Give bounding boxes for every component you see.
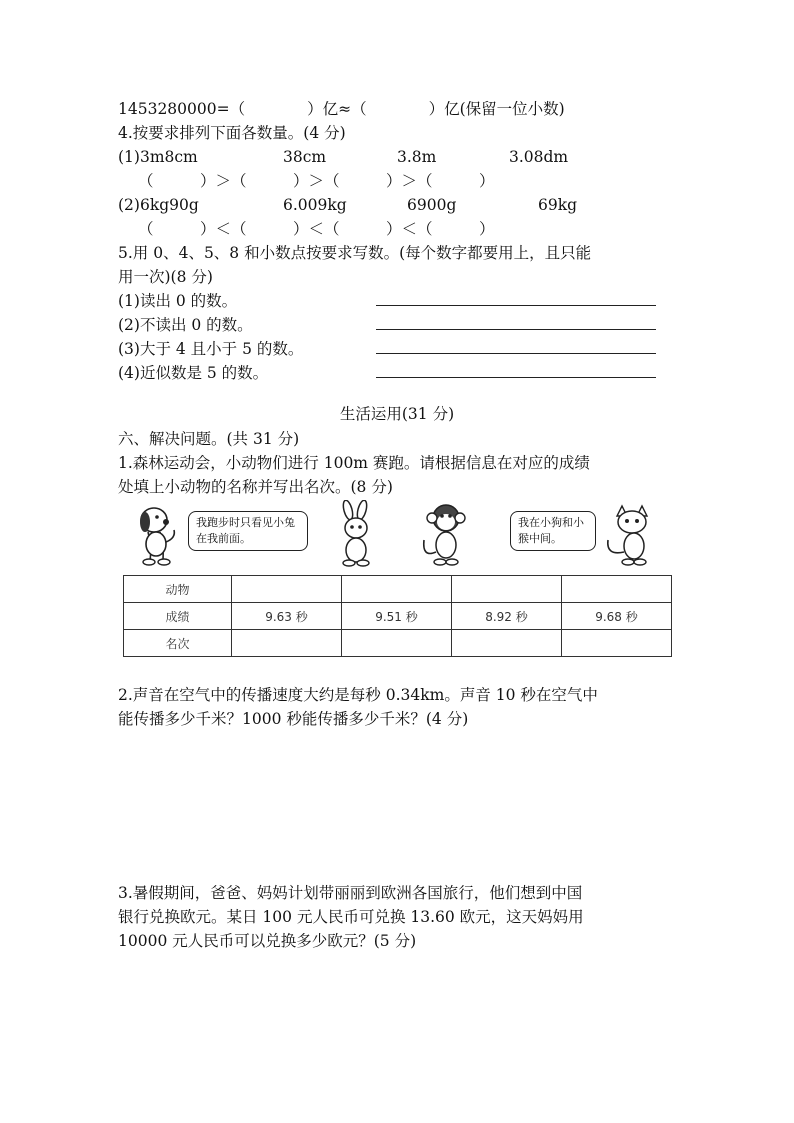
question-5-title-cont: 用一次)(8 分) <box>118 268 213 286</box>
animal-cell[interactable] <box>232 576 342 603</box>
q4-2-answer-order[interactable]: （ ）＜（ ）＜（ ）＜（ ） <box>138 220 495 238</box>
q4-1-item-b: 38cm <box>283 148 327 166</box>
q5-4-answer-line[interactable] <box>376 377 656 378</box>
q4-1-item-c: 3.8m <box>397 148 437 166</box>
part-6-heading: 六、解决问题。(共 31 分) <box>118 430 300 448</box>
q4-2-item-b: 6.009kg <box>283 196 347 214</box>
q4-1-item-a: (1)3m8cm <box>118 148 198 166</box>
q4-2-item-c: 6900g <box>407 196 457 214</box>
score-cell: 9.51 秒 <box>342 603 452 630</box>
cat-speech-bubble: 我在小狗和小猴中间。 <box>510 511 596 551</box>
table-row <box>124 603 672 630</box>
rank-cell[interactable] <box>452 630 562 657</box>
rank-cell[interactable] <box>232 630 342 657</box>
race-results-table <box>123 575 672 657</box>
q4-2-item-d: 69kg <box>538 196 578 214</box>
animal-cell[interactable] <box>452 576 562 603</box>
rabbit-icon <box>334 500 378 568</box>
problem-1-text-cont: 处填上小动物的名称并写出名次。(8 分) <box>118 478 393 496</box>
score-cell: 8.92 秒 <box>452 603 562 630</box>
q5-3-label: (3)大于 4 且小于 5 的数。 <box>118 340 304 358</box>
q4-1-item-d: 3.08dm <box>509 148 569 166</box>
q5-2-label: (2)不读出 0 的数。 <box>118 316 253 334</box>
dog-icon <box>130 502 182 568</box>
row-label-animal: 动物 <box>124 576 232 603</box>
row-label-rank: 名次 <box>124 630 232 657</box>
table-row <box>124 630 672 657</box>
cat-icon <box>600 500 660 568</box>
rank-cell[interactable] <box>342 630 452 657</box>
problem-1-text: 1.森林运动会，小动物们进行 100m 赛跑。请根据信息在对应的成绩 <box>118 454 590 472</box>
problem-3-text: 3.暑假期间，爸爸、妈妈计划带丽丽到欧洲各国旅行，他们想到中国 <box>118 884 583 902</box>
q5-4-label: (4)近似数是 5 的数。 <box>118 364 269 382</box>
animal-cell[interactable] <box>342 576 452 603</box>
row-label-score: 成绩 <box>124 603 232 630</box>
q5-3-answer-line[interactable] <box>376 353 656 354</box>
conversion-question: 1453280000=（ ）亿≈（ ）亿(保留一位小数) <box>118 100 565 118</box>
q5-1-label: (1)读出 0 的数。 <box>118 292 238 310</box>
question-4-title: 4.按要求排列下面各数量。(4 分) <box>118 124 346 142</box>
q4-2-item-a: (2)6kg90g <box>118 196 199 214</box>
q4-1-answer-order[interactable]: （ ）＞（ ）＞（ ）＞（ ） <box>138 172 495 190</box>
problem-3-text-end: 10000 元人民币可以兑换多少欧元？(5 分) <box>118 932 417 950</box>
problem-2-text-cont: 能传播多少千米？1000 秒能传播多少千米？(4 分) <box>118 710 469 728</box>
rank-cell[interactable] <box>562 630 672 657</box>
dog-speech-bubble: 我跑步时只看见小兔在我前面。 <box>188 511 308 551</box>
monkey-icon <box>418 500 474 568</box>
problem-3-text-cont: 银行兑换欧元。某日 100 元人民币可兑换 13.60 欧元，这天妈妈用 <box>118 908 584 926</box>
animal-cell[interactable] <box>562 576 672 603</box>
q5-2-answer-line[interactable] <box>376 329 656 330</box>
problem-2-text: 2.声音在空气中的传播速度大约是每秒 0.34km。声音 10 秒在空气中 <box>118 686 598 704</box>
table-row <box>124 576 672 603</box>
score-cell: 9.63 秒 <box>232 603 342 630</box>
section-title: 生活运用(31 分) <box>339 405 455 423</box>
q5-1-answer-line[interactable] <box>376 305 656 306</box>
question-5-title: 5.用 0、4、5、8 和小数点按要求写数。(每个数字都要用上，且只能 <box>118 244 592 262</box>
score-cell: 9.68 秒 <box>562 603 672 630</box>
